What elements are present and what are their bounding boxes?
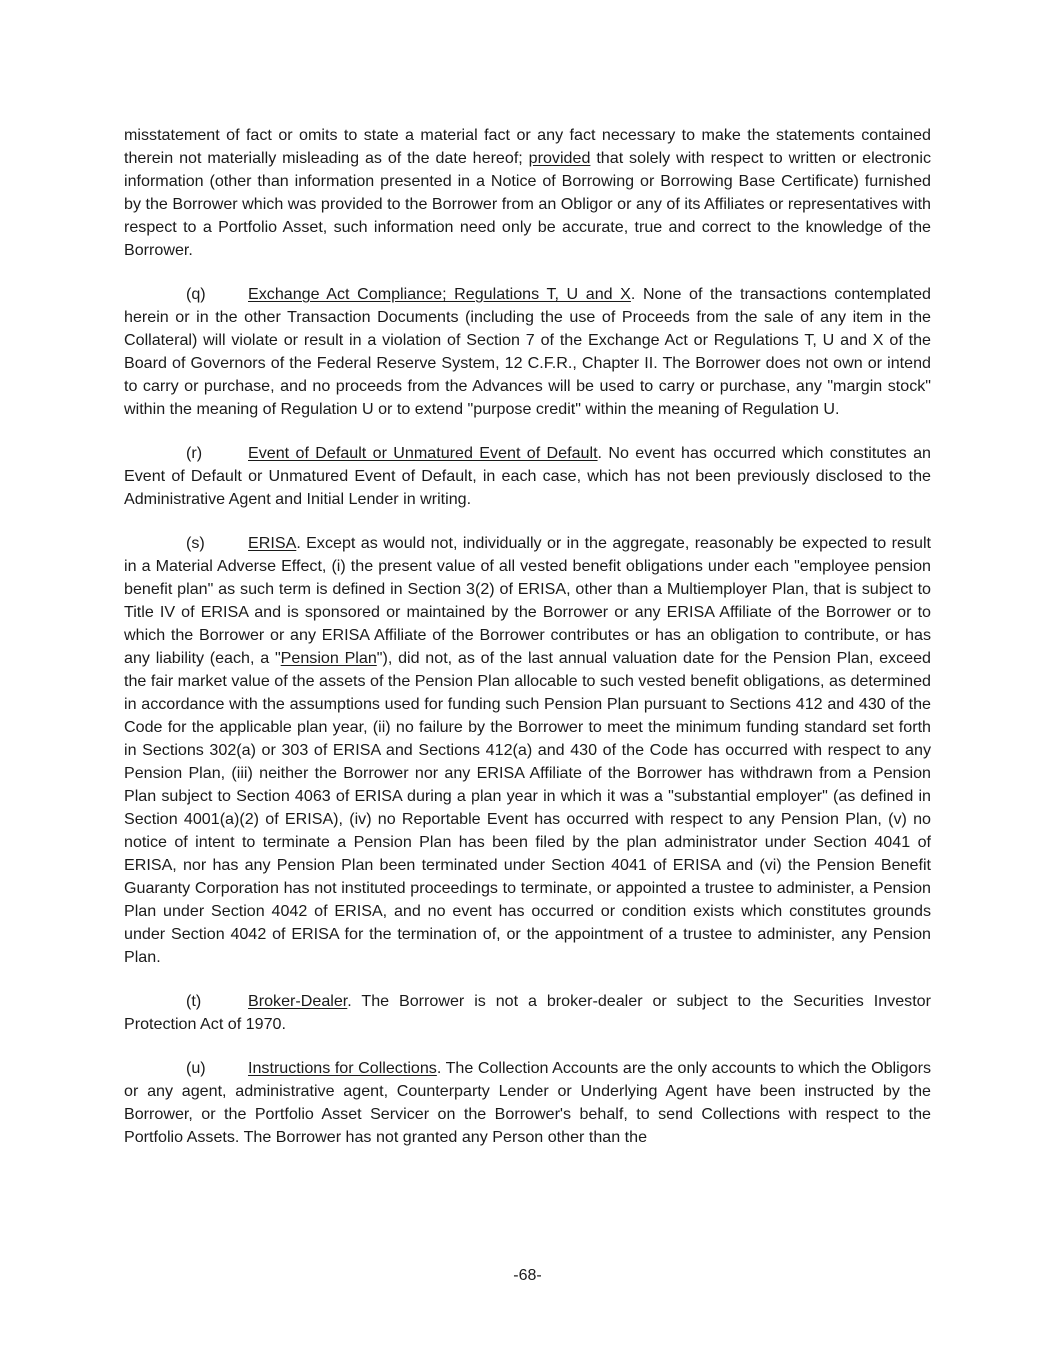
intro-paragraph bbox=[124, 124, 931, 262]
section-t-heading: Broker-Dealer bbox=[248, 992, 348, 1010]
section-s-body-2: "), did not, as of the last annual valuation date for the Pension Plan, exceed the fair market value of the assets of the Pension Plan allocable to such vested benefit obligations, as determined in accordance with the assumptions used for funding such Pension Plan pursuant to Sections 412 and 430 of the Code for the applicable plan year, (ii) no failure by the Borrower to meet the minimum funding standard set forth in Sections 302(a) or 303 of ERISA and Sections 412(a) and 430 of the Code has occurred with respect to any Pension Plan, (iii) neither the Borrower nor any ERISA Affiliate of the Borrower has withdrawn from a Pension Plan subject to Section 4063 of ERISA during a plan year in which it was a "substantial employer" (as defined in Section 4001(a)(2) of ERISA), (iv) no Reportable Event has occurred with respect to any Pension Plan, (v) no notice of intent to terminate a Pension Plan has been filed by the plan administrator under Section 4041 of ERISA, nor has any Pension Plan been terminated under Section 4041 of ERISA and (vi) the Pension Benefit Guaranty Corporation has not instituted proceedings to terminate, or appointed a trustee to administer, a Pension Plan under Section 4042 of ERISA, and no event has occurred or condition exists which constitutes grounds under Section 4042 of ERISA for the termination of, or the appointment of a trustee to administer, any Pension Plan. bbox=[124, 649, 931, 966]
intro-text-1: misstatement of fact or omits to state a material fact or any fact necessary to make the statements contained therein not materially misleading as of the date hereof; bbox=[124, 126, 931, 167]
section-s-paragraph bbox=[124, 532, 931, 969]
section-t-paragraph bbox=[124, 990, 931, 1036]
section-q-paragraph bbox=[124, 283, 931, 421]
section-s-body-1: . Except as would not, individually or in the aggregate, reasonably be expected to result in a Material Adverse Effect, (i) the present value of all vested benefit obligations under each "employee pension benefit plan" as such term is defined in Section 3(2) of ERISA, other than a Multiemployer Plan, that is subject to Title IV of ERISA and is sponsored or maintained by the Borrower or any ERISA Affiliate of the Borrower or to which the Borrower or any ERISA Affiliate of the Borrower contributes or has an obligation to contribute, or has any liability (each, a " bbox=[124, 534, 931, 667]
section-s-heading: ERISA bbox=[248, 534, 297, 552]
section-q-body: . None of the transactions contemplated herein or in the other Transaction Documents (including the use of Proceeds from the sale of any item in the Collateral) will violate or result in a violation of Section 7 of the Exchange Act or Regulations T, U and X of the Board of Governors of the Federal Reserve System, 12 C.F.R., Chapter II. The Borrower does not own or intend to carry or purchase, and no proceeds from the Advances will be used to carry or purchase, any "margin stock" within the meaning of Regulation U or to extend "purpose credit" within the meaning of Regulation U. bbox=[124, 285, 931, 418]
intro-text-2: that solely with respect to written or electronic information (other than information presented in a Notice of Borrowing or Borrowing Base Certificate) furnished by the Borrower which was provided to the Borrower from an Obligor or any of its Affiliates or representatives with respect to a Portfolio Asset, such information need only be accurate, true and correct to the knowledge of the Borrower. bbox=[124, 149, 931, 259]
section-u-label: (u) bbox=[186, 1059, 206, 1077]
section-r-heading: Event of Default or Unmatured Event of Default bbox=[248, 444, 598, 462]
section-r-paragraph bbox=[124, 442, 931, 511]
intro-provided-term: provided bbox=[528, 149, 591, 167]
section-u-body: . The Collection Accounts are the only accounts to which the Obligors or any agent, administrative agent, Counterparty Lender or Underlying Agent have been instructed by the Borrower, or the Portfolio Asset Servicer on the Borrower's behalf, to send Collections with respect to the Portfolio Assets. The Borrower has not granted any Person other than the bbox=[124, 1059, 932, 1146]
section-s-defined-term: Pension Plan bbox=[280, 649, 377, 667]
section-s-label: (s) bbox=[186, 534, 205, 552]
section-r-label: (r) bbox=[186, 444, 203, 462]
section-t-label: (t) bbox=[186, 992, 202, 1010]
section-q-heading: Exchange Act Compliance; Regulations T, U and X bbox=[248, 285, 631, 303]
section-r-body: . No event has occurred which constitutes an Event of Default or Unmatured Event of Default, in each case, which has not been previously disclosed to the Administrative Agent and Initial Lender in writing. bbox=[124, 444, 931, 508]
section-u-heading: Instructions for Collections bbox=[248, 1059, 437, 1077]
section-u-paragraph bbox=[124, 1057, 931, 1149]
section-t-body: . The Borrower is not a broker-dealer or subject to the Securities Investor Protection Act of 1970. bbox=[124, 992, 931, 1033]
section-q-label: (q) bbox=[186, 285, 206, 303]
document-page bbox=[124, 124, 931, 1170]
page-number: -68- bbox=[513, 1267, 542, 1284]
